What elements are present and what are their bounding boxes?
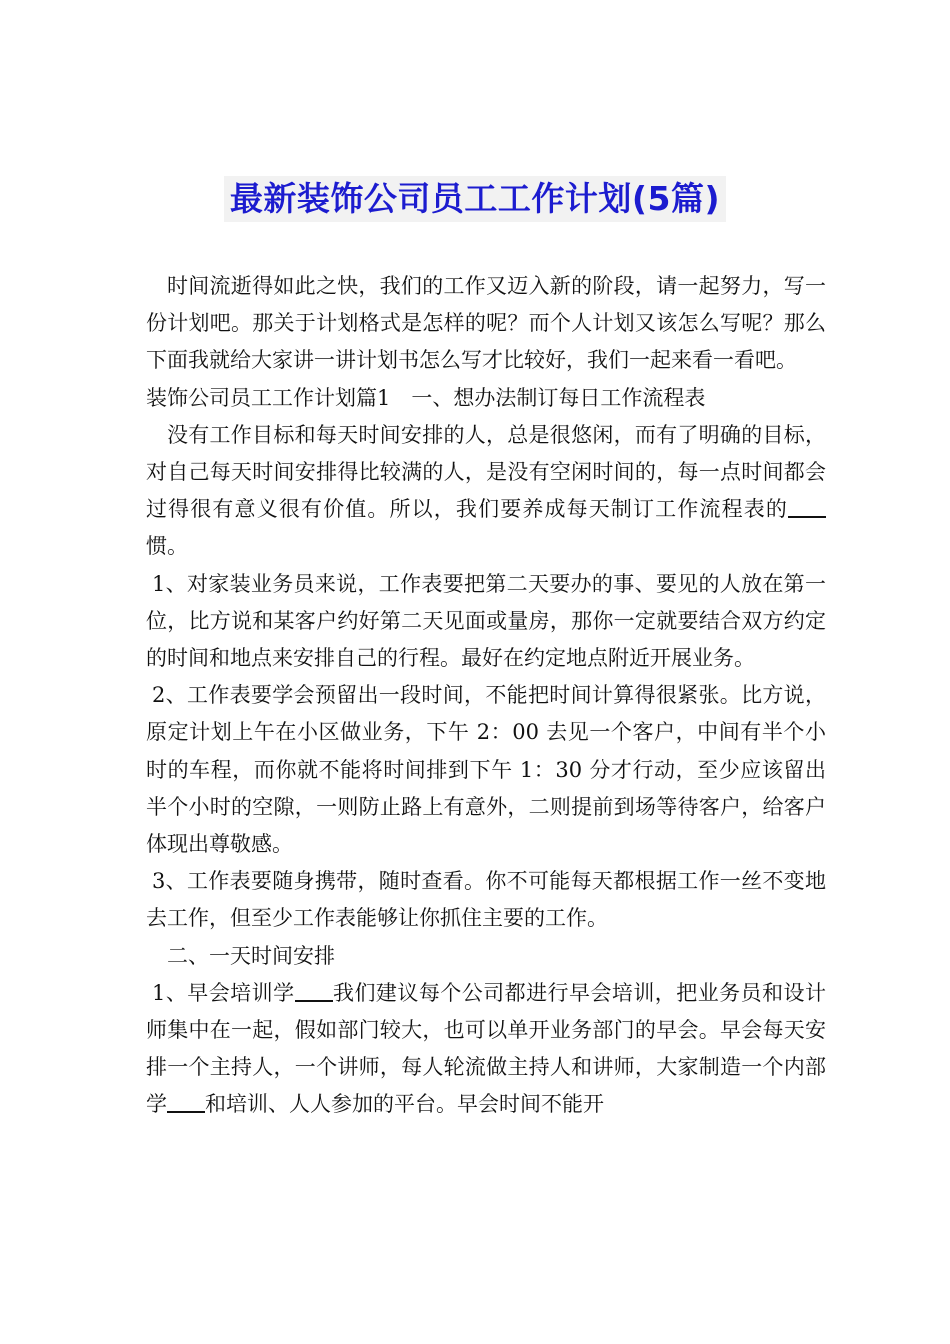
intro-paragraph: 时间流逝得如此之快，我们的工作又迈入新的阶段，请一起努力，写一份计划吧。那关于计划格式是怎样的呢？而个人计划又该怎么写呢？那么下面我就给大家讲一讲计划书怎么写才比较好，我们一起来看一看吧。 — [146, 274, 826, 373]
paragraph-goals-text: 没有工作目标和每天时间安排的人，总是很悠闲，而有了明确的目标，对自己每天时间安排得比较满的人，是没有空闲时间的，每一点时间都会过得很有意义很有价值。所以，我们要养成每天制订工作流程表的 — [146, 422, 826, 522]
list-item-2: 2、工作表要学会预留出一段时间，不能把时间计算得很紧张。比方说，原定计划上午在小区做业务，下午 2：00 去见一个客户，中间有半个小时的车程，而你就不能将时间排到下午 1：30 分才行动，至少应该留出半个小时的空隙，一则防止路上有意外，二则提前到场等待客户，给客户体现出尊敬感。 — [146, 683, 826, 857]
title-container — [0, 176, 950, 222]
list-item-1: 1、对家装业务员来说，工作表要把第二天要办的事、要见的人放在第一位，比方说和某客户约好第二天见面或量房，那你一定就要结合双方约定的时间和地点来安排自己的行程。最好在约定地点附近开展业务。 — [146, 571, 826, 671]
section-heading-plan-1: 装饰公司员工工作计划篇1 一、想办法制订每日工作流程表 — [146, 385, 706, 410]
list-item-3: 3、工作表要随身携带，随时查看。你不可能每天都根据工作一丝不变地去工作，但至少工作表能够让你抓住主要的工作。 — [146, 869, 826, 931]
section-heading-2: 二、一天时间安排 — [167, 943, 335, 968]
blank-underline — [295, 979, 333, 1002]
morning-meeting-middle: 我们建议每个公司都进行早会培训，把业务员和设计师集中在一起，假如部门较大，也可以单开业务部门的早会。早会每天安排一个主持人，一个讲师，每人轮流做主持人和讲师，大家制造一个内部学 — [146, 980, 826, 1117]
blank-underline — [167, 1090, 205, 1113]
blank-underline — [788, 495, 826, 518]
paragraph-goals-tail: 惯。 — [146, 534, 188, 559]
list-item-morning-meeting — [146, 975, 826, 1124]
document-title: 最新装饰公司员工工作计划(5篇) — [224, 176, 726, 222]
document-body — [146, 268, 826, 1124]
paragraph-goals — [146, 417, 826, 566]
morning-meeting-tail: 和培训、人人参加的平台。早会时间不能开 — [205, 1092, 604, 1117]
morning-meeting-lead: 1、早会培训学 — [152, 980, 295, 1005]
